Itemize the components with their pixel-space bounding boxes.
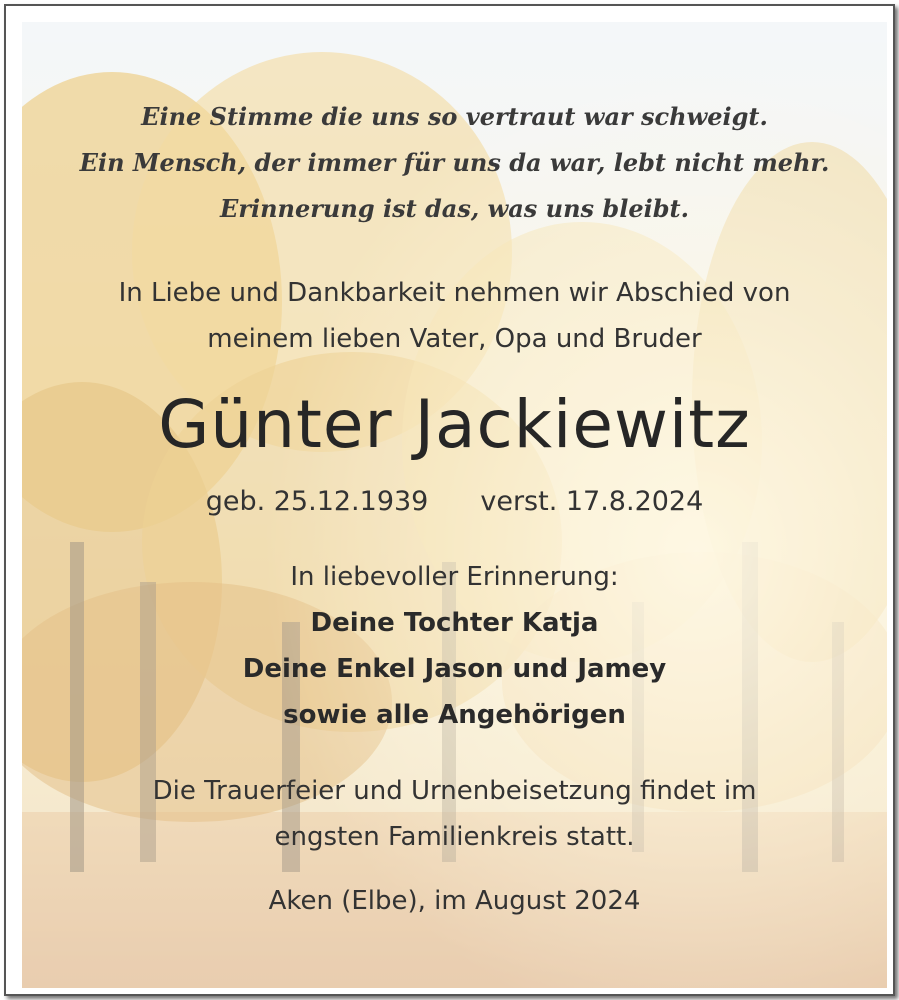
obituary-frame [4, 4, 895, 996]
notice-line-1: Die Trauerfeier und Urnenbeisetzung findet im [152, 776, 757, 806]
intro-line-1: In Liebe und Dankbarkeit nehmen wir Abschied von [118, 278, 791, 308]
notice-line-2: engsten Familienkreis statt. [274, 822, 635, 852]
intro-line-2: meinem lieben Vater, Opa und Bruder [207, 324, 702, 354]
deceased-name: Günter Jackiewitz [158, 386, 751, 463]
mourner-line-2: Deine Enkel Jason und Jamey [242, 654, 667, 684]
birth-date: geb. 25.12.1939 [205, 486, 429, 517]
life-dates [22, 486, 887, 517]
obituary-text [22, 22, 887, 988]
quote-line-3: Erinnerung ist das, was uns bleibt. [220, 194, 689, 223]
autumn-forest-background [22, 22, 887, 988]
place-and-date: Aken (Elbe), im August 2024 [268, 886, 641, 916]
quote-line-2: Ein Mensch, der immer für uns da war, lebt nicht mehr. [79, 148, 830, 177]
mourner-line-1: Deine Tochter Katja [310, 608, 599, 638]
mourner-line-3: sowie alle Angehörigen [283, 700, 626, 730]
mourners-heading: In liebevoller Erinnerung: [290, 562, 619, 592]
death-date: verst. 17.8.2024 [480, 486, 704, 517]
quote-line-1: Eine Stimme die uns so vertraut war schweigt. [141, 102, 768, 131]
